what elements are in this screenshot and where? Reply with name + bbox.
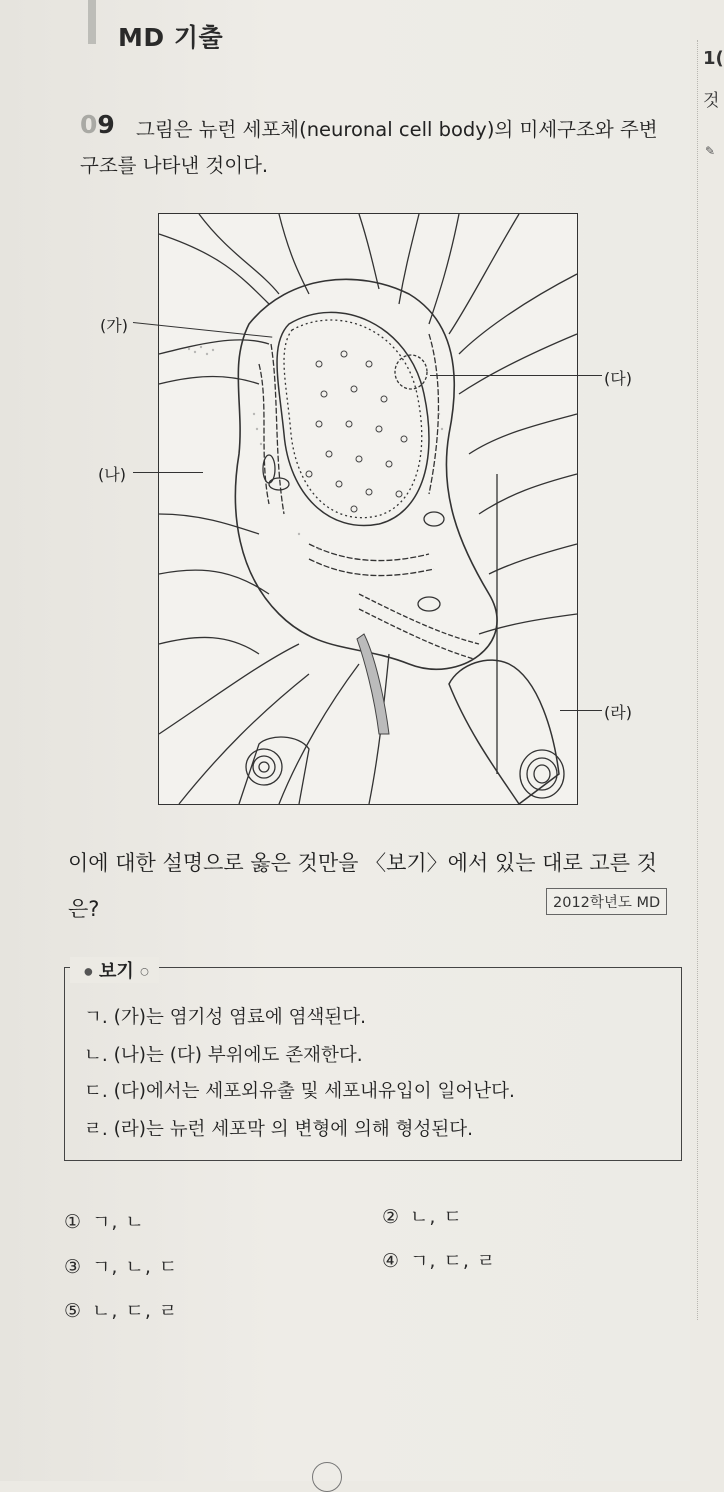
next-question-text: 것 — [703, 91, 720, 111]
bogi-title-dot-left-icon: ● — [84, 966, 93, 978]
choice-5-text: ㄴ, ㄷ, ㄹ — [92, 1300, 179, 1322]
bogi-title-text: 보기 — [99, 961, 134, 982]
leader-line-ra — [560, 710, 602, 711]
neuron-figure — [158, 213, 578, 805]
choice-1-number: ① — [64, 1211, 83, 1233]
label-ga: (가) — [100, 316, 128, 335]
label-da: (다) — [604, 369, 632, 388]
page-number-mark — [312, 1462, 342, 1492]
page-header — [88, 0, 688, 72]
choice-2-number: ② — [382, 1206, 401, 1228]
bogi-title — [70, 957, 159, 983]
label-na: (나) — [98, 465, 126, 484]
next-column-fragment — [703, 48, 724, 168]
leader-line-na — [133, 472, 203, 473]
leader-line-da — [430, 375, 602, 376]
bogi-item-da: ㄷ. (다)에서는 세포외유출 및 세포내유입이 일어난다. — [84, 1081, 515, 1102]
bogi-item-ga: ㄱ. (가)는 염기성 염료에 염색된다. — [84, 1007, 367, 1028]
source-tag: 2012학년도 MD — [546, 888, 667, 915]
neuron-illustration — [159, 214, 577, 804]
label-ra: (라) — [604, 703, 632, 722]
choice-5-number: ⑤ — [64, 1300, 83, 1322]
choice-2[interactable] — [382, 1202, 463, 1229]
header-bar — [88, 0, 96, 44]
choice-3-text: ㄱ, ㄴ, ㄷ — [92, 1256, 179, 1278]
column-divider — [697, 40, 699, 1320]
question-number-prefix: 0 — [80, 110, 98, 139]
bogi-item-ra: ㄹ. (라)는 뉴런 세포막 의 변형에 의해 형성된다. — [84, 1119, 474, 1140]
choice-3-number: ③ — [64, 1256, 83, 1278]
choice-5[interactable] — [64, 1296, 178, 1323]
bogi-item-na: ㄴ. (나)는 (다) 부위에도 존재한다. — [84, 1045, 363, 1066]
header-title: MD 기출 — [118, 23, 224, 52]
pencil-icon: ✎ — [705, 144, 716, 158]
choice-4-number: ④ — [382, 1250, 401, 1272]
choice-1-text: ㄱ, ㄴ — [92, 1211, 145, 1233]
choice-3[interactable] — [64, 1252, 178, 1279]
next-question-number: 1( — [703, 48, 724, 69]
choice-2-text: ㄴ, ㄷ — [410, 1206, 463, 1228]
question-number-digit: 9 — [97, 110, 115, 139]
choice-1[interactable] — [64, 1207, 145, 1234]
question-prompt: 이에 대한 설명으로 옳은 것만을 〈보기〉에서 있는 대로 고른 것은? — [68, 851, 657, 921]
choice-4[interactable] — [382, 1246, 496, 1273]
bogi-title-dot-right-icon: ○ — [140, 966, 149, 978]
choice-4-text: ㄱ, ㄷ, ㄹ — [410, 1250, 497, 1272]
question-text: 그림은 뉴런 세포체(neuronal cell body)의 미세구조와 주변 구조를 나타낸 것이다. — [80, 118, 658, 177]
